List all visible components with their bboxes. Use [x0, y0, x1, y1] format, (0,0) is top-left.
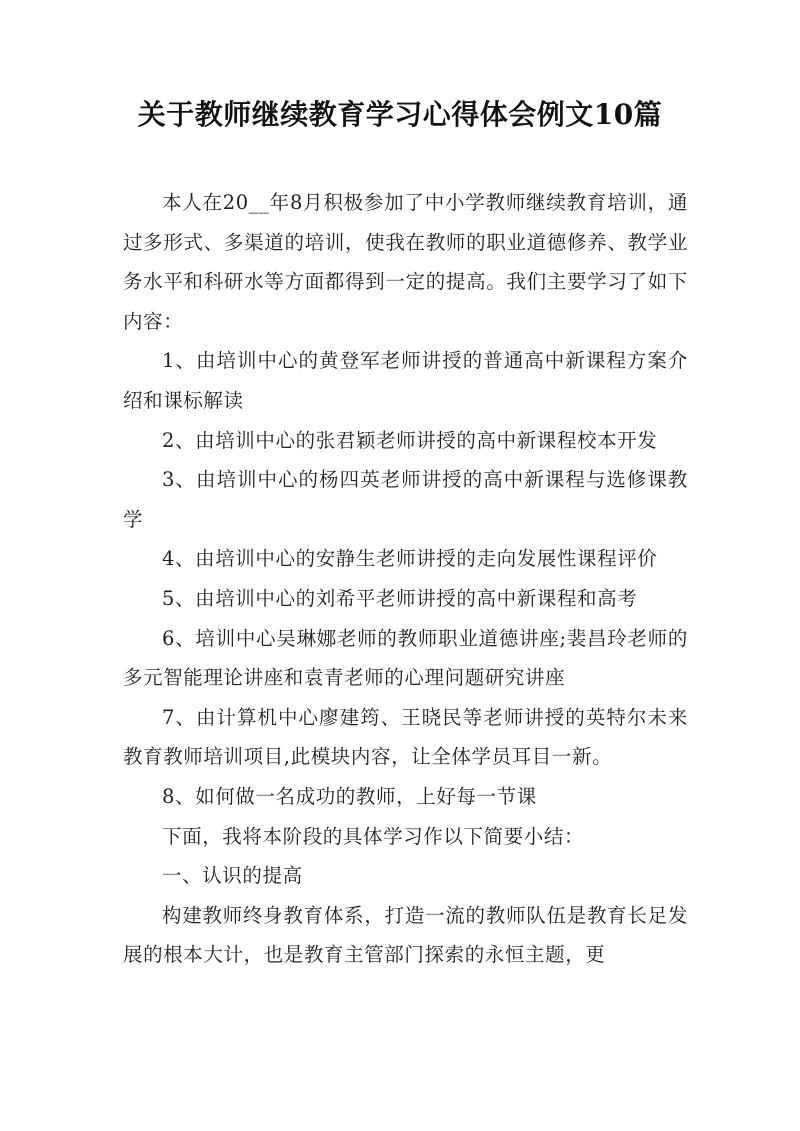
paragraph-summary-intro: 下面，我将本阶段的具体学习作以下简要小结：	[162, 824, 585, 848]
paragraph-section-1: 构建教师终身教育体系，打造一流的教师队伍是教育长足发展的根本大计，也是教育主管部门探索的永恒主题，更	[123, 903, 688, 967]
document-title: 关于教师继续教育学习心得体会例文10篇	[137, 98, 663, 131]
paragraph-item-1: 1、由培训中心的黄登军老师讲授的普通高中新课程方案介绍和课标解读	[123, 349, 688, 412]
paragraph-item-4: 4、由培训中心的安静生老师讲授的走向发展性课程评价	[162, 547, 658, 571]
paragraph-item-2: 2、由培训中心的张君颖老师讲授的高中新课程校本开发	[162, 428, 658, 452]
document-body	[123, 183, 688, 975]
paragraph-intro: 本人在20__年8月积极参加了中小学教师继续教育培训，通过多形式、多渠道的培训，使我在教师的职业道德修养、教学业务水平和科研水等方面都得到一定的提高。我们主要学习了如下内容：	[123, 191, 688, 333]
paragraph-item-3: 3、由培训中心的杨四英老师讲授的高中新课程与选修课教学	[123, 468, 688, 531]
paragraph-item-5: 5、由培训中心的刘希平老师讲授的高中新课程和高考	[162, 586, 638, 610]
paragraph-item-8: 8、如何做一名成功的教师，上好每一节课	[162, 784, 537, 808]
section-heading-1: 一、认识的提高	[162, 864, 303, 888]
paragraph-item-7: 7、由计算机中心廖建筠、王晓民等老师讲授的英特尔未来教育教师培训项目,此模块内容，让全体学员耳目一新。	[123, 705, 688, 769]
paragraph-item-6: 6、培训中心吴琳娜老师的教师职业道德讲座;裴昌玲老师的多元智能理论讲座和袁青老师的心理问题研究讲座	[123, 626, 688, 690]
